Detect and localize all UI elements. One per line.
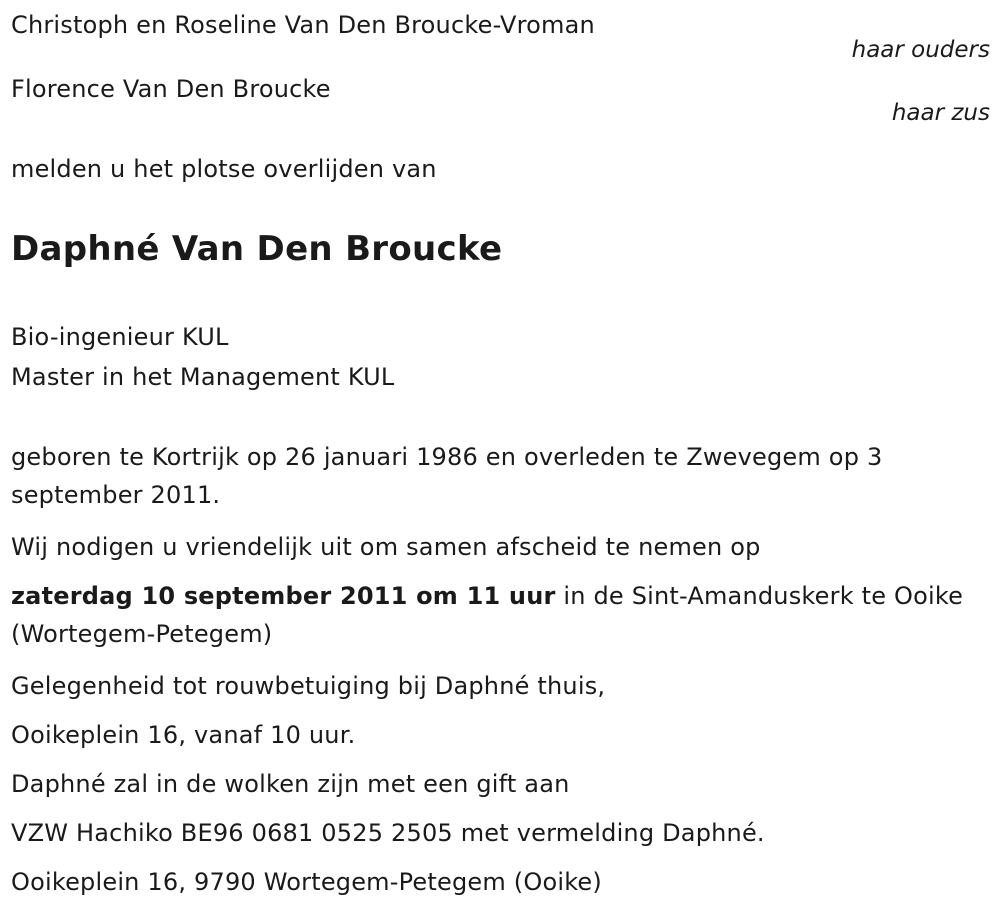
- condolence-line-2: Ooikeplein 16, vanaf 10 uur.: [11, 721, 356, 749]
- ceremony-datetime: zaterdag 10 september 2011 om 11 uur: [11, 582, 556, 610]
- ceremony-paragraph: [11, 577, 986, 653]
- degree-line-1: Bio-ingenieur KUL: [11, 323, 229, 351]
- parents-name: Christoph en Roseline Van Den Broucke-Vroman: [11, 11, 595, 39]
- condolence-line-1: Gelegenheid tot rouwbetuiging bij Daphné thuis,: [11, 672, 606, 700]
- deceased-name: Daphné Van Den Broucke: [11, 229, 503, 269]
- sister-role: haar zus: [891, 100, 990, 126]
- gift-line-2: VZW Hachiko BE96 0681 0525 2505 met vermelding Daphné.: [11, 819, 765, 847]
- gift-line-1: Daphné zal in de wolken zijn met een gift aan: [11, 770, 570, 798]
- ceremony-place: in de Sint-Amanduskerk te Ooike (Wortegem-Petegem): [11, 582, 964, 648]
- address-line: Ooikeplein 16, 9790 Wortegem-Petegem (Ooike): [11, 868, 602, 896]
- intro-text: melden u het plotse overlijden van: [11, 155, 437, 183]
- sister-name: Florence Van Den Broucke: [11, 75, 331, 103]
- birth-death-text: geboren te Kortrijk op 26 januari 1986 en overleden te Zwevegem op 3 september 2011.: [11, 443, 883, 509]
- invitation-text: Wij nodigen u vriendelijk uit om samen afscheid te nemen op: [11, 533, 761, 561]
- parents-role: haar ouders: [851, 37, 990, 63]
- degree-line-2: Master in het Management KUL: [11, 363, 395, 391]
